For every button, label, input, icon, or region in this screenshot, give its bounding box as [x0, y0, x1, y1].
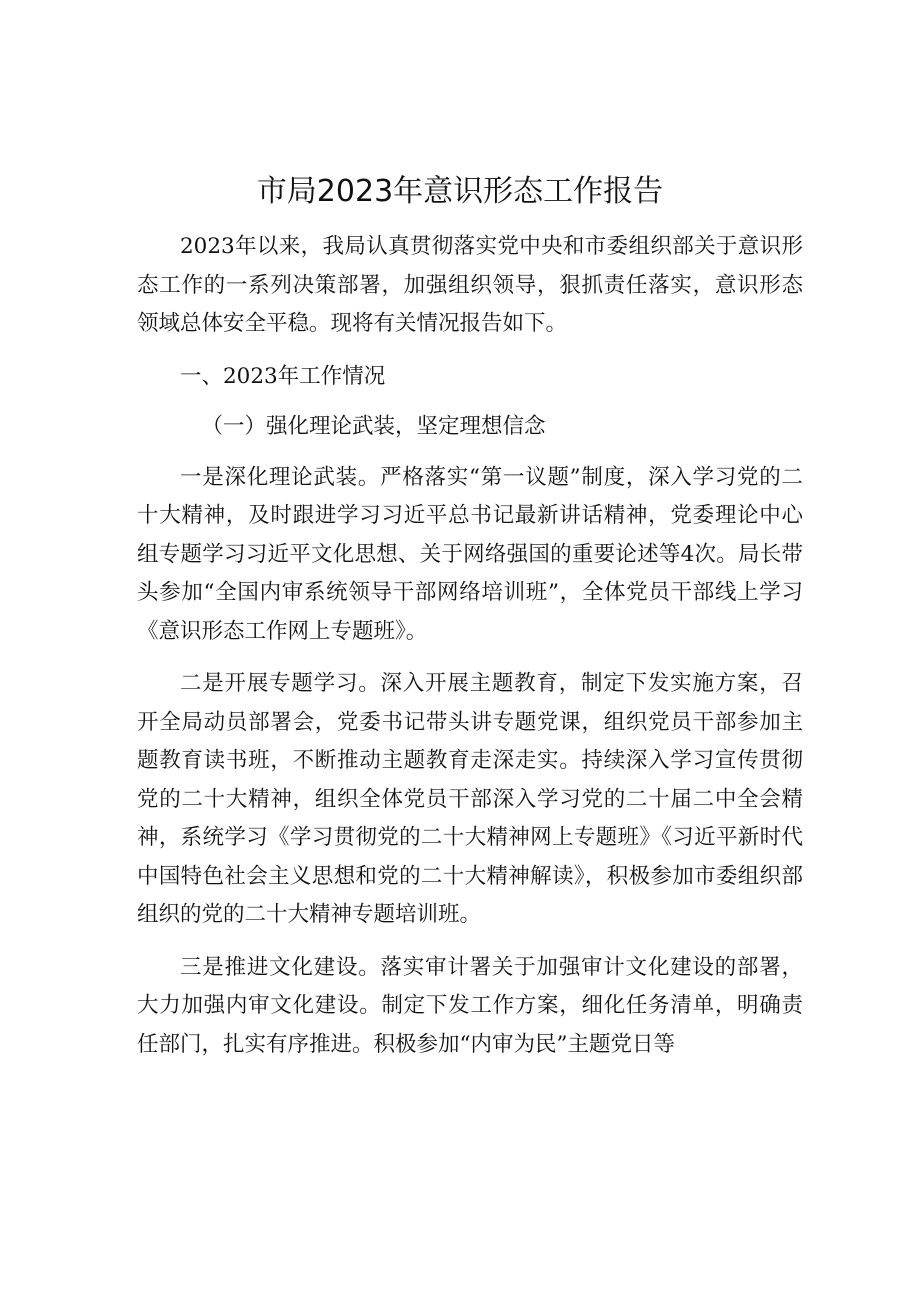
section-heading: 一、2023年工作情况	[180, 363, 386, 389]
document-body	[137, 228, 803, 1064]
body-paragraph: 三是推进文化建设。落实审计署关于加强审计文化建设的部署，大力加强内审文化建设。制定下发工作方案，细化任务清单，明确责任部门，扎实有序推进。积极参加“内审为民”主题党日等	[137, 954, 803, 1057]
body-paragraph: 一是深化理论武装。严格落实“第一议题”制度，深入学习党的二十大精神，及时跟进学习习近平总书记最新讲话精神，党委理论中心组专题学习习近平文化思想、关于网络强国的重要论述等4次。局长带头参加“全国内审系统领导干部网络培训班”，全体党员干部线上学习《意识形态工作网上专题班》。	[137, 464, 803, 644]
intro-paragraph: 2023年以来，我局认真贯彻落实党中央和市委组织部关于意识形态工作的一系列决策部署，加强组织领导，狠抓责任落实，意识形态领域总体安全平稳。现将有关情况报告如下。	[137, 234, 803, 336]
body-paragraph: 二是开展专题学习。深入开展主题教育，制定下发实施方案，召开全局动员部署会，党委书记带头讲专题党课，组织党员干部参加主题教育读书班，不断推动主题教育走深走实。持续深入学习宣传贯彻党的二十大精神，组织全体党员干部深入学习党的二十届二中全会精神，系统学习《学习贯彻党的二十大精神网上专题班》《习近平新时代中国特色社会主义思想和党的二十大精神解读》，积极参加市委组织部组织的党的二十大精神专题培训班。	[137, 671, 803, 927]
subsection-heading: （一）强化理论武装，坚定理想信念	[201, 414, 546, 439]
document-title: 市局2023年意识形态工作报告	[256, 174, 664, 209]
